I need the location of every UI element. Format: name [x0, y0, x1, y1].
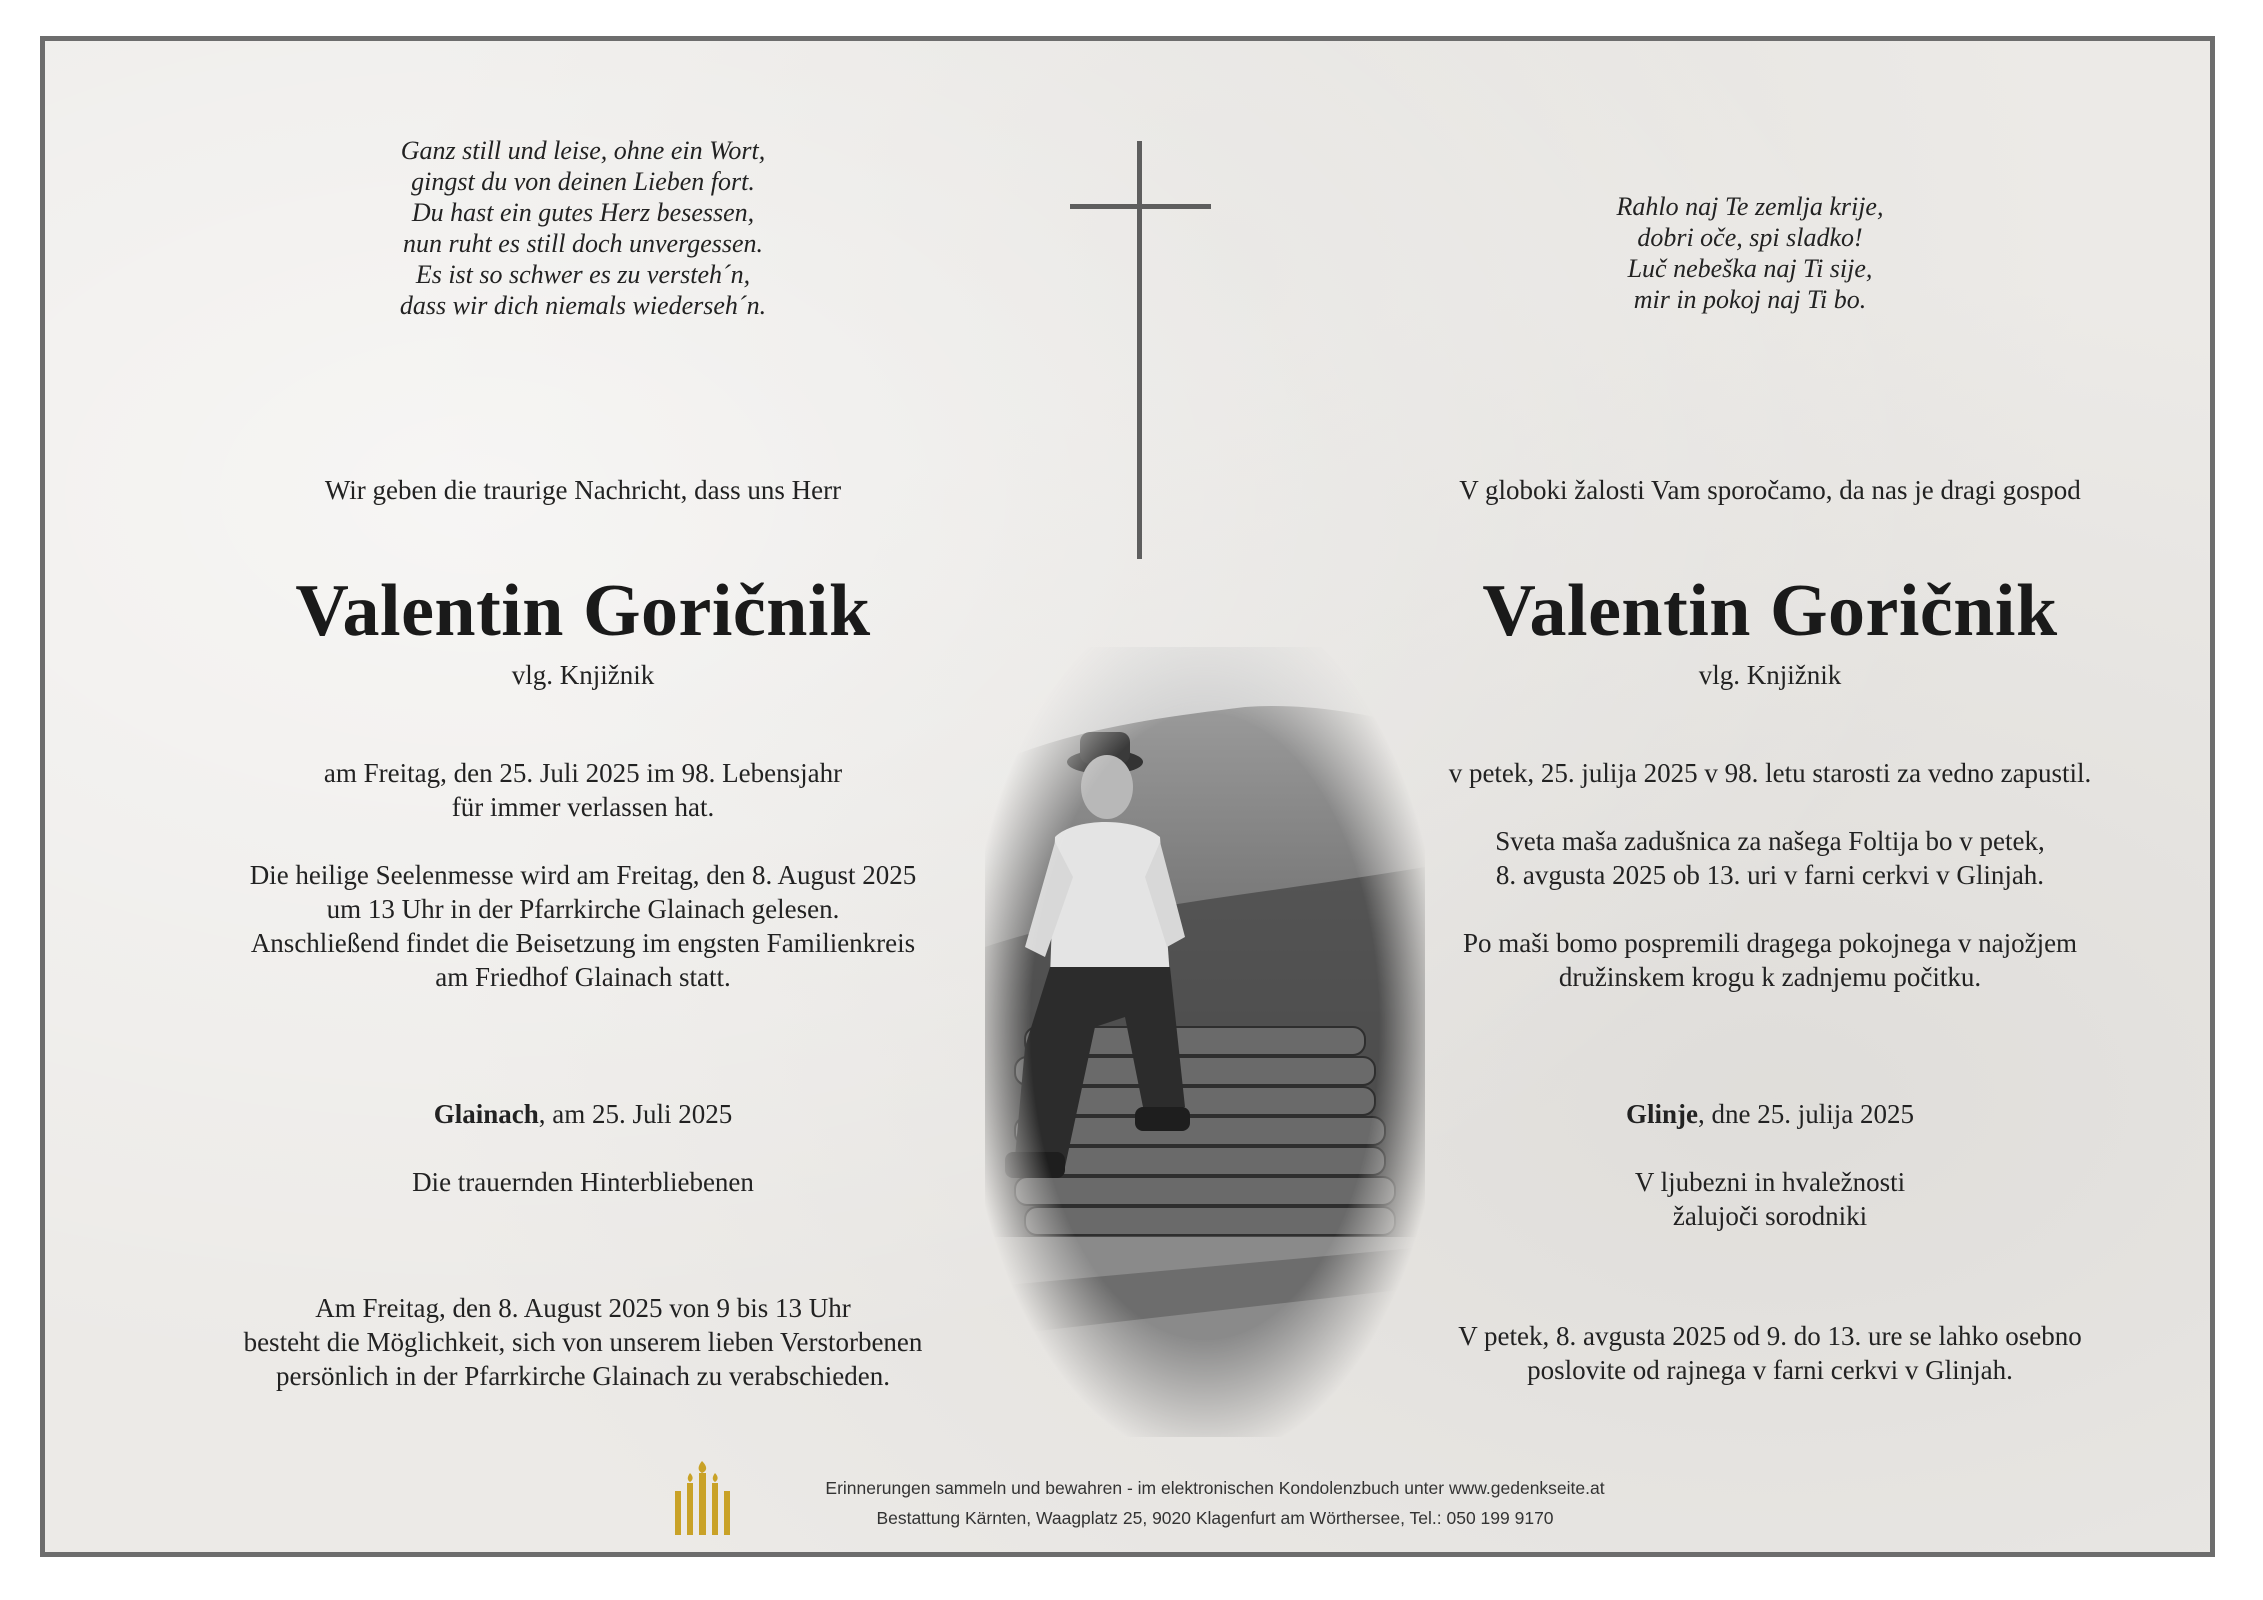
- mass-line: um 13 Uhr in der Pfarrkirche Glainach gelesen.: [326, 894, 840, 924]
- place-name: Glinje: [1626, 1099, 1698, 1129]
- poem-line: Es ist so schwer es zu versteh´n,: [415, 260, 751, 289]
- slovenian-farewell-info: [1375, 1319, 2165, 1387]
- farewell-line: persönlich in der Pfarrkirche Glainach zu verabschieden.: [276, 1361, 890, 1391]
- burial-line: Po maši bomo pospremili dragega pokojnega v najožjem: [1462, 928, 2078, 958]
- mourners-line: žalujoči sorodniki: [1672, 1201, 1868, 1231]
- mass-line: 8. avgusta 2025 ob 13. uri v farni cerkvi v Glinjah.: [1495, 860, 2045, 890]
- german-death-notice: [153, 756, 1013, 824]
- death-line: am Freitag, den 25. Juli 2025 im 98. Lebensjahr: [323, 758, 843, 788]
- slovenian-mass-info: [1385, 824, 2155, 892]
- german-alias: vlg. Knjižnik: [511, 660, 655, 690]
- slovenian-death-notice: [1335, 756, 2205, 790]
- mass-line: Anschließend findet die Beisetzung im engsten Familienkreis: [250, 928, 916, 958]
- farewell-line: poslovite od rajnega v farni cerkvi v Glinjah.: [1527, 1355, 2013, 1385]
- poem-line: dobri oče, spi sladko!: [1637, 223, 1863, 252]
- footer-condolence-text: Erinnerungen sammeln und bewahren - im elektronischen Kondolenzbuch unter www.gedenkseite.at: [825, 1478, 1605, 1498]
- german-mourners: Die trauernden Hinterbliebenen: [412, 1167, 754, 1197]
- german-mass-info: [133, 858, 1033, 994]
- poem-line: Rahlo naj Te zemlja krije,: [1616, 192, 1884, 221]
- poem-line: Luč nebeška naj Ti sije,: [1627, 254, 1873, 283]
- farewell-line: besteht die Möglichkeit, sich von unserem lieben Verstorbenen: [243, 1327, 923, 1357]
- farewell-line: Am Freitag, den 8. August 2025 von 9 bis 13 Uhr: [315, 1293, 851, 1323]
- poem-line: gingst du von deinen Lieben fort.: [411, 167, 755, 196]
- german-place-date: [233, 1097, 933, 1131]
- place-name: Glainach: [433, 1099, 539, 1129]
- slovenian-intro: V globoki žalosti Vam sporočamo, da nas je dragi gospod: [1459, 475, 2081, 505]
- slovenian-poem: [1500, 191, 2000, 315]
- german-farewell-info: [133, 1291, 1033, 1393]
- slovenian-place-date: [1420, 1097, 2120, 1131]
- poem-line: dass wir dich niemals wiederseh´n.: [399, 291, 767, 320]
- farewell-line: V petek, 8. avgusta 2025 od 9. do 13. ure se lahko osebno: [1458, 1321, 2082, 1351]
- mass-line: Sveta maša zadušnica za našega Foltija bo v petek,: [1495, 826, 2045, 856]
- german-deceased-name: Valentin Goričnik: [295, 570, 871, 652]
- german-intro: Wir geben die traurige Nachricht, dass uns Herr: [324, 475, 842, 505]
- burial-line: družinskem krogu k zadnjemu počitku.: [1558, 962, 1982, 992]
- place-date: , dne 25. julija 2025: [1698, 1099, 1914, 1129]
- poem-line: Ganz still und leise, ohne ein Wort,: [400, 136, 766, 165]
- poem-line: mir in pokoj naj Ti bo.: [1633, 285, 1867, 314]
- german-poem: [293, 135, 873, 321]
- mourners-line: V ljubezni in hvaležnosti: [1634, 1167, 1906, 1197]
- candle-logo-icon: [667, 1461, 745, 1535]
- footer-address-text: Bestattung Kärnten, Waagplatz 25, 9020 Klagenfurt am Wörthersee, Tel.: 050 199 9170: [876, 1508, 1554, 1528]
- death-line: v petek, 25. julija 2025 v 98. letu starosti za vedno zapustil.: [1448, 758, 2092, 788]
- slovenian-deceased-name: Valentin Goričnik: [1482, 570, 2058, 652]
- place-date: , am 25. Juli 2025: [538, 1099, 733, 1129]
- slovenian-burial-info: [1375, 926, 2165, 994]
- mass-line: Die heilige Seelenmesse wird am Freitag, den 8. August 2025: [249, 860, 917, 890]
- slovenian-mourners: [1420, 1165, 2120, 1233]
- poem-line: nun ruht es still doch unvergessen.: [402, 229, 764, 258]
- mass-line: am Friedhof Glainach statt.: [435, 962, 731, 992]
- slovenian-alias: vlg. Knjižnik: [1698, 660, 1842, 690]
- portrait-photo: [985, 647, 1425, 1437]
- death-line: für immer verlassen hat.: [451, 792, 715, 822]
- obituary-card: [40, 36, 2215, 1557]
- poem-line: Du hast ein gutes Herz besessen,: [411, 198, 755, 227]
